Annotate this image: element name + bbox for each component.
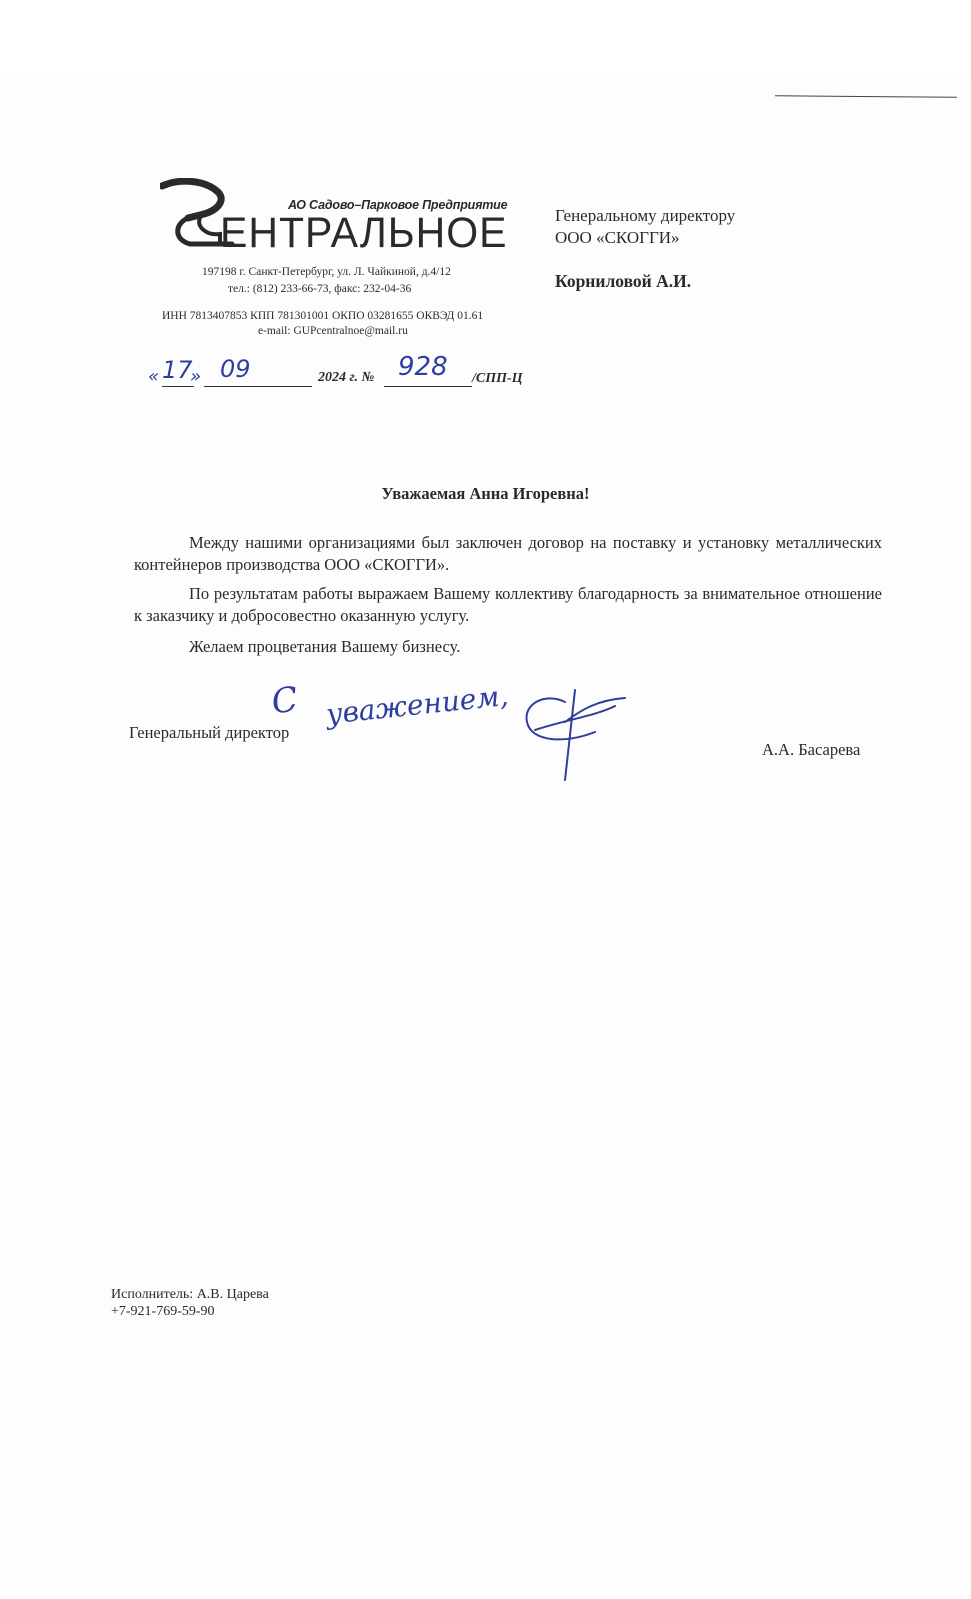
document-date-number (148, 352, 548, 398)
svg-text:С: С (269, 679, 301, 723)
paragraph-1: Между нашими организациями был заключен договор на поставку и установку металлических контейнеров производства ООО «СКОГГИ». (134, 533, 882, 574)
document-number: 928 (398, 352, 448, 382)
org-registration: ИНН 7813407853 КПП 781301001 ОКПО 03281655 ОКВЭД 01.61 (162, 310, 484, 322)
addressee-block (555, 205, 735, 249)
signer-name: А.А. Басарева (762, 740, 861, 759)
document-day: 17 (162, 356, 193, 384)
document-year: 2024 г. № (318, 370, 375, 385)
executor-phone: +7-921-769-59-90 (111, 1304, 215, 1319)
paragraph-2: По результатам работы выражаем Вашему коллективу благодарность за внимательное отношение к заказчику и добросовестно оказанную услугу. (134, 584, 882, 625)
corner-rule (775, 95, 957, 98)
signer-title: Генеральный директор (129, 723, 290, 742)
salutation: Уважаемая Анна Игоревна! (381, 484, 590, 503)
paragraph-3: Желаем процветания Вашему бизнесу. (189, 637, 461, 656)
logo-wordmark: ЕНТРАЛЬНОЕ (220, 208, 508, 257)
handwritten-signature (265, 670, 645, 790)
document-number-suffix: /СПП-Ц (472, 371, 523, 386)
addressee-name: Корниловой А.И. (555, 271, 692, 291)
org-address: 197198 г. Санкт-Петербург, ул. Л. Чайкиной, д.4/12 (202, 266, 451, 278)
org-phone-fax: тел.: (812) 233-66-73, факс: 232-04-36 (228, 283, 412, 295)
executor-name: Исполнитель: А.В. Царева (111, 1287, 269, 1302)
logo-subtitle: АО Садово–Парковое Предприятие (288, 198, 508, 212)
company-logo (160, 178, 535, 268)
org-email: e-mail: GUPcentralnoe@mail.ru (258, 325, 408, 337)
executor-block (111, 1286, 269, 1320)
quote-close: » (190, 366, 202, 387)
quote-open: « (148, 366, 160, 387)
addressee-company: ООО «СКОГГИ» (555, 228, 680, 247)
page-top-strip (0, 0, 971, 78)
addressee-position: Генеральному директору (555, 206, 736, 225)
document-month: 09 (220, 355, 251, 383)
svg-text:уважением,: уважением, (324, 678, 510, 731)
